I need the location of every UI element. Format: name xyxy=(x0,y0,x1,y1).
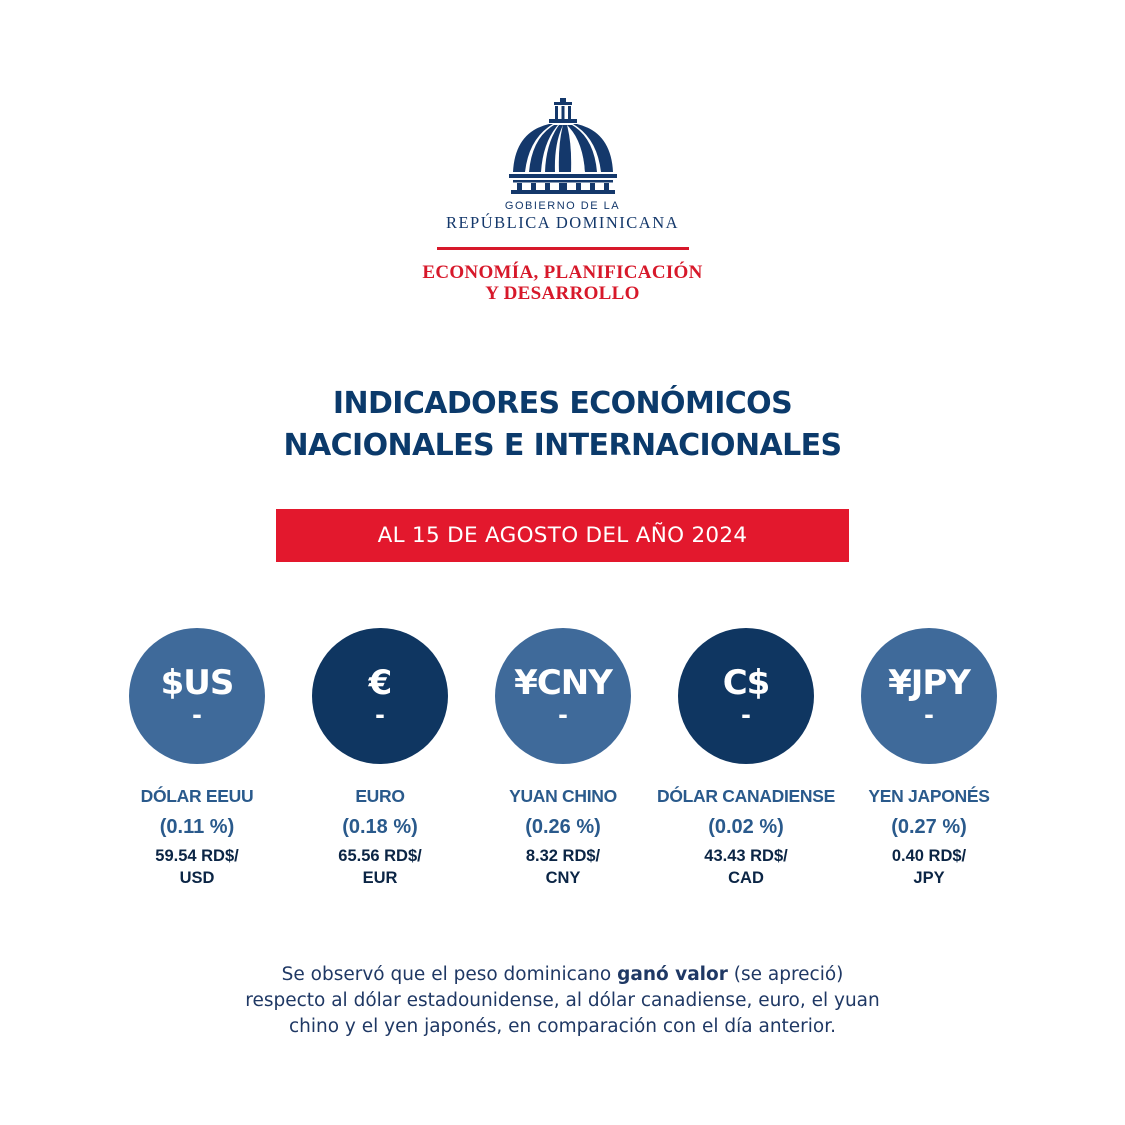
currency-jpy xyxy=(829,628,1029,889)
government-logo xyxy=(0,98,1125,304)
government-label: GOBIERNO DE LA xyxy=(504,200,621,212)
currency-rate xyxy=(97,845,297,889)
note-text: (se apreció) xyxy=(727,964,844,985)
currency-circle xyxy=(129,628,265,764)
currency-name: DÓLAR CANADIENSE xyxy=(657,786,835,806)
currency-change: (0.26 %) xyxy=(525,816,601,838)
rate-code: CNY xyxy=(545,869,581,887)
rate-code: EUR xyxy=(362,869,398,887)
currency-cny xyxy=(463,628,663,889)
note-line-2: respecto al dólar estadounidense, al dólar canadiense, euro, el yuan xyxy=(245,990,880,1011)
currency-symbol: € xyxy=(368,663,392,703)
ministry-name xyxy=(0,262,1125,304)
ministry-line-2: Y DESARROLLO xyxy=(485,283,640,304)
currency-symbol: $US xyxy=(160,663,234,703)
currency-rate xyxy=(829,845,1029,889)
currency-name: EURO xyxy=(355,786,405,806)
currency-change: (0.02 %) xyxy=(708,816,784,838)
title-line-2: NACIONALES E INTERNACIONALES xyxy=(283,428,842,463)
currency-trend: - xyxy=(741,701,751,729)
date-banner: AL 15 DE AGOSTO DEL AÑO 2024 xyxy=(276,509,849,562)
currency-symbol: C$ xyxy=(722,663,770,703)
logo-divider xyxy=(437,247,689,250)
note-line-3: chino y el yen japonés, en comparación con el día anterior. xyxy=(288,1016,837,1037)
summary-note xyxy=(0,962,1125,1040)
currency-usd xyxy=(97,628,297,889)
rate-code: CAD xyxy=(728,869,764,887)
currency-trend: - xyxy=(192,701,202,729)
rate-value: 0.40 RD$/ xyxy=(891,847,967,865)
rate-value: 65.56 RD$/ xyxy=(338,847,422,865)
country-label: REPÚBLICA DOMINICANA xyxy=(445,213,680,232)
rate-code: USD xyxy=(179,869,215,887)
currency-symbol: ¥CNY xyxy=(514,663,612,703)
currency-rate xyxy=(463,845,663,889)
currency-indicators xyxy=(0,628,1125,898)
currency-circle xyxy=(861,628,997,764)
note-text: Se observó que el peso dominicano xyxy=(281,964,618,985)
currency-rate xyxy=(280,845,480,889)
currency-trend: - xyxy=(924,701,934,729)
rate-value: 59.54 RD$/ xyxy=(155,847,239,865)
ministry-line-1: ECONOMÍA, PLANIFICACIÓN xyxy=(422,262,703,283)
currency-cad xyxy=(646,628,846,889)
dome-emblem-icon xyxy=(507,98,619,194)
rate-value: 8.32 RD$/ xyxy=(525,847,601,865)
currency-trend: - xyxy=(375,701,385,729)
currency-trend: - xyxy=(558,701,568,729)
currency-circle xyxy=(312,628,448,764)
currency-symbol: ¥JPY xyxy=(888,663,970,703)
currency-name: DÓLAR EEUU xyxy=(140,786,254,806)
note-line-1 xyxy=(0,962,1125,988)
currency-change: (0.27 %) xyxy=(891,816,967,838)
currency-name: YUAN CHINO xyxy=(509,786,617,806)
currency-name: YEN JAPONÉS xyxy=(868,786,990,806)
currency-change: (0.18 %) xyxy=(342,816,418,838)
rate-value: 43.43 RD$/ xyxy=(704,847,788,865)
currency-circle xyxy=(678,628,814,764)
note-emphasis: ganó valor xyxy=(617,964,728,985)
currency-change: (0.11 %) xyxy=(159,816,235,838)
page-title xyxy=(0,383,1125,467)
currency-rate xyxy=(646,845,846,889)
currency-circle xyxy=(495,628,631,764)
rate-code: JPY xyxy=(913,869,945,887)
title-line-1: INDICADORES ECONÓMICOS xyxy=(332,386,793,421)
currency-eur xyxy=(280,628,480,889)
